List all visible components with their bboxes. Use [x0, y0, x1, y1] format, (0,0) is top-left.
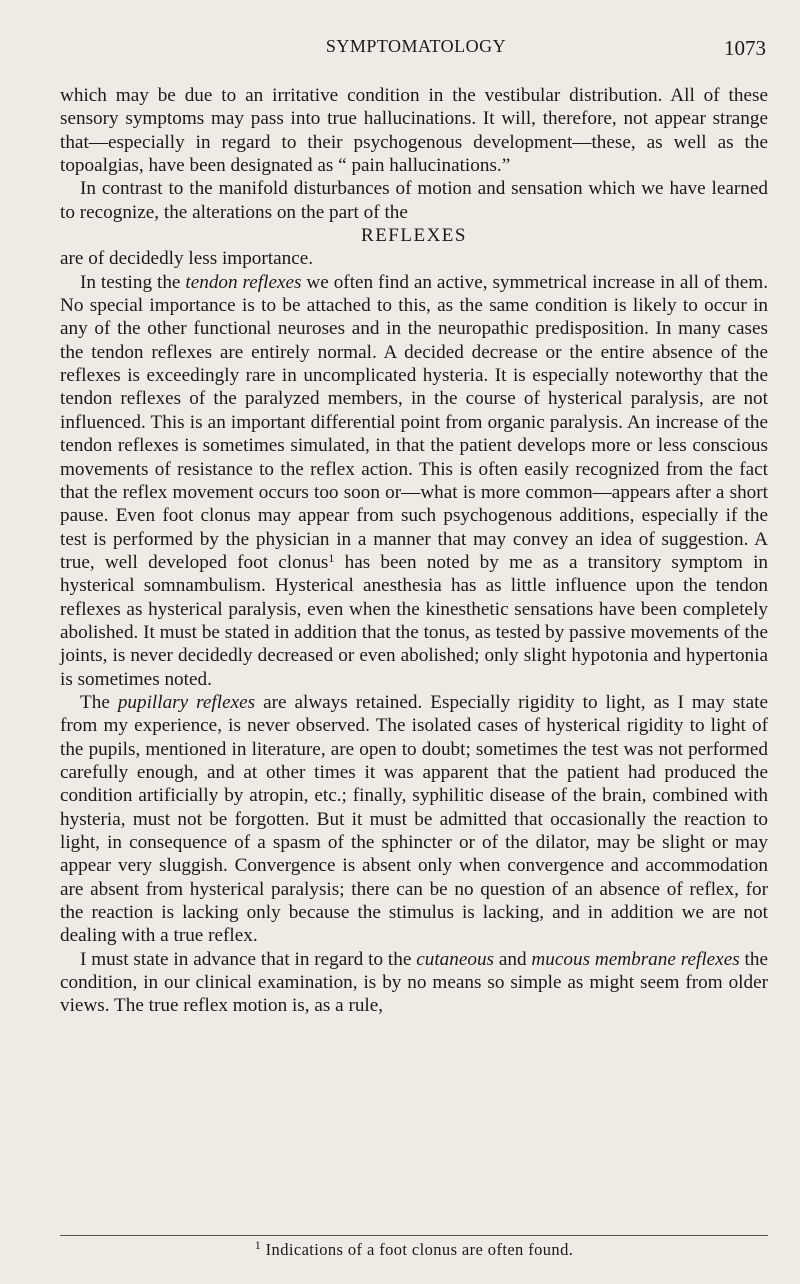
footnote [60, 1240, 768, 1260]
text-run: the condition, in our clinical examination, is by no means so simple as might seem from older views. The true reflex motion is, as a rule, [60, 948, 768, 1017]
page-header [66, 36, 766, 64]
text-run: we often find an active, symmetrical increase in all of them. No special importance is to be attached to this, as the same condition is likely to occur in any of the other functional neuroses and in the neuropathic predisposition. In many cases the tendon reflexes are entirely normal. A decided decrease or the entire absence of the reflexes is exceedingly rare in uncomplicated hysteria. It is especially noteworthy that the tendon reflexes of the paralyzed members, in the course of hysterical paralysis, are not influenced. This is an important differential point from organic paralysis. An increase of the tendon reflexes is sometimes simulated, in that the patient develops more or less conscious movements of resistance to the reflex action. This is often easily recognized from the fact that the reflex movement occurs too soon or—what is more common—appears after a short pause. Even foot clonus may appear from such psychogenous additions, especially if the test is performed by the physician in a manner that may convey an idea of suggestion. A true, well developed foot clonus [60, 271, 769, 573]
page-number: 1073 [724, 36, 766, 60]
text-run: and [494, 948, 532, 970]
body-text [60, 84, 768, 1018]
paragraph-1: which may be due to an irritative condition in the vestibular distribution. All of these sensory symptoms may pass into true hallucinations. It will, therefore, not appear strange that—especially in regard to their psychogenous development—these, as well as the topoalgias, have been designated as “ pain hallucinations.” [60, 85, 768, 177]
text-run: I must state in advance that in regard to the [80, 948, 417, 970]
footnote-text: Indications of a foot clonus are often found. [261, 1240, 574, 1259]
text-run: The [80, 691, 118, 713]
paragraph-3: are of decidedly less importance. [60, 248, 314, 270]
footnote-reference: 1 [328, 550, 335, 565]
emphasis-pupillary-reflexes: pupillary reflexes [117, 691, 256, 713]
paragraph-tendon-reflexes [60, 271, 768, 691]
paragraph-pupillary-reflexes [60, 691, 768, 948]
text-run: has been noted by me as a transitory symptom in hysterical somnambulism. Hysterical anesthesia has as little influence upon the tendon reflexes as hysterical paralysis, even when the kinesthetic sensations have been completely abolished. It must be stated in addition that the tonus, as tested by passive movements of the joints, is never decidedly decreased or even abolished; only slight hypotonia and hypertonia is sometimes noted. [60, 551, 768, 690]
emphasis-mucous-membrane-reflexes: mucous membrane reflexes [531, 948, 740, 970]
footnote-rule [60, 1235, 768, 1236]
section-heading-reflexes: REFLEXES [361, 225, 467, 247]
paragraph-cutaneous-reflexes [60, 948, 768, 1018]
emphasis-cutaneous: cutaneous [416, 948, 495, 970]
paragraph-2: In contrast to the manifold disturbances of motion and sensation which we have learned to recognize, the alterations on the part of the [60, 178, 768, 223]
emphasis-tendon-reflexes: tendon reflexes [185, 271, 302, 293]
footnote-mark: 1 [254, 1238, 262, 1252]
text-run: In testing the [80, 271, 186, 293]
running-head: SYMPTOMATOLOGY [325, 36, 507, 56]
text-run: are always retained. Especially rigidity to light, as I may state from my experience, is never observed. The isolated cases of hysterical rigidity to light of the pupils, mentioned in literature, are open to doubt; sometimes the test was not performed carefully enough, and at other times it was apparent that the patient had produced the condition artificially by atropin, etc.; finally, syphilitic disease of the brain, combined with hysteria, must not be forgotten. But it must be admitted that occasionally the reaction to light, in consequence of a spasm of the sphincter or of the dilator, may be slight or may appear very sluggish. Convergence is absent only when convergence and accommodation are absent from hysterical paralysis; there can be no question of an absence of reflex, for the reaction is lacking only because the stimulus is lacking, and in addition we are not dealing with a true reflex. [60, 691, 768, 947]
